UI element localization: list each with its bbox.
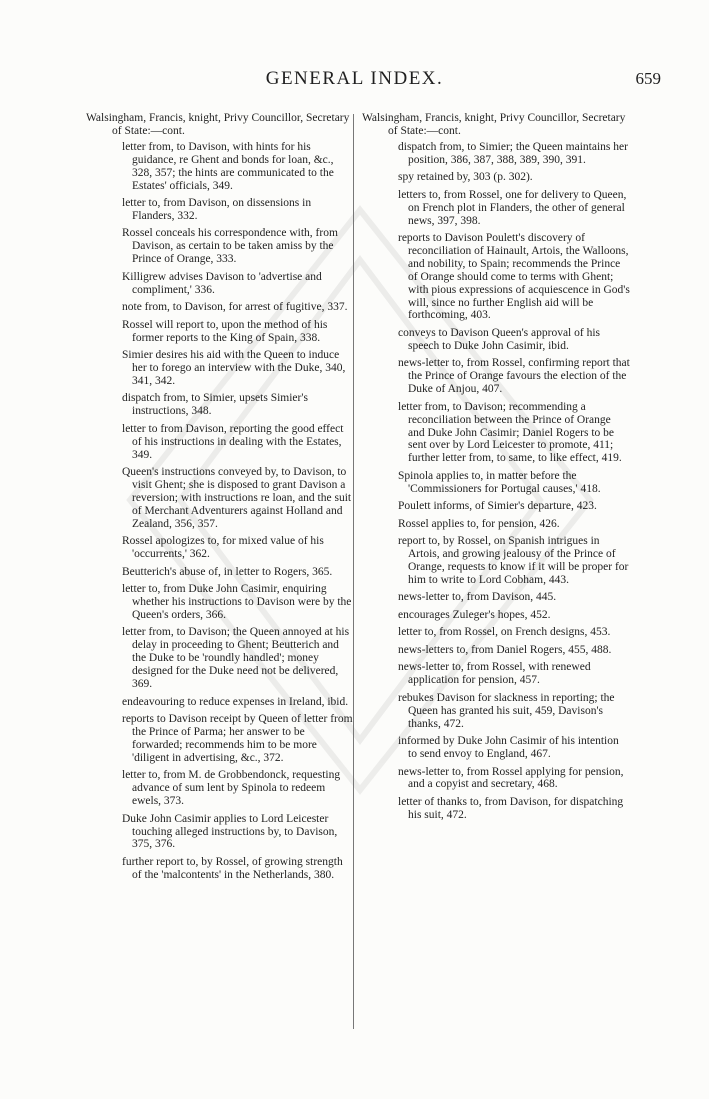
running-title: GENERAL INDEX.: [265, 68, 444, 89]
index-entry: rebukes Davison for slackness in reporting; the Queen has granted his suit, 459, Davison's thanks, 472.: [398, 691, 615, 730]
index-column-left: [86, 112, 354, 886]
index-entry: Queen's instructions conveyed by, to Davison, to visit Ghent; she is disposed to grant Davison a reversion; with instructions re loan, and the suit of Merchant Adventurers against Holland and Zealand, 356, 357.: [122, 466, 352, 530]
page-header: [0, 68, 709, 98]
index-entry: Killigrew advises Davison to 'advertise and compliment,' 336.: [122, 270, 322, 296]
index-entry: dispatch from, to Simier, upsets Simier's instructions, 348.: [122, 392, 308, 418]
index-entry: news-letter to, from Davison, 445.: [398, 591, 557, 604]
index-entry: Rossel will report to, upon the method of his former reports to the King of Spain, 338.: [122, 318, 328, 344]
index-entry: encourages Zuleger's hopes, 452.: [398, 608, 551, 621]
index-entry: Poulett informs, of Simier's departure, 423.: [398, 500, 597, 513]
index-entry: news-letter to, from Rossel, confirming report that the Prince of Orange favours the election of the Duke of Anjou, 407.: [398, 357, 630, 396]
index-entry: letter from, to Davison, with hints for his guidance, re Ghent and bonds for loan, &c., 328, 357; the hints are communicated to the Estates' officials, 349.: [122, 140, 334, 192]
index-column-right: [362, 112, 630, 826]
index-entry: conveys to Davison Queen's approval of his speech to Duke John Casimir, ibid.: [398, 326, 601, 352]
index-entry: news-letters to, from Daniel Rogers, 455, 488.: [398, 643, 612, 656]
index-entry: letter of thanks to, from Davison, for dispatching his suit, 472.: [398, 795, 624, 821]
index-entry: further report to, by Rossel, of growing strength of the 'malcontents' in the Netherlands, 380.: [122, 855, 343, 881]
index-entry: Rossel conceals his correspondence with, from Davison, as certain to be taken amiss by the Prince of Orange, 333.: [122, 227, 338, 266]
index-entry: dispatch from, to Simier; the Queen maintains her position, 386, 387, 388, 389, 390, 391.: [398, 140, 628, 166]
page-number: 659: [635, 69, 661, 88]
index-entry: letter to from Davison, reporting the good effect of his instructions in dealing with the Estates, 349.: [122, 422, 344, 461]
index-entry: endeavouring to reduce expenses in Ireland, ibid.: [122, 695, 349, 708]
index-heading: Walsingham, Francis, knight, Privy Councillor, Secretary of State:—cont.: [86, 112, 350, 137]
index-heading: Walsingham, Francis, knight, Privy Councillor, Secretary of State:—cont.: [362, 112, 626, 137]
index-entry: reports to Davison receipt by Queen of letter from the Prince of Parma; her answer to be forwarded; recommends him to be more 'diligent in advertising, &c., 372.: [122, 713, 353, 764]
index-entry: letter from, to Davison; the Queen annoyed at his delay in proceeding to Ghent; Beutterich and the Duke to be 'roundly handled'; money designed for the Duke need not be delivered, 369.: [122, 626, 350, 691]
index-entry: news-letter to, from Rossel, with renewed application for pension, 457.: [398, 661, 591, 687]
index-entry: reports to Davison Poulett's discovery of reconciliation of Hainault, Artois, the Walloons, and nobility, to Spain; recommends the Prince of Orange should come to terms with Ghent; with pious expressions of acquiescence in God's will, since no further English aid will be forthcoming, 403.: [398, 232, 630, 322]
index-entry: spy retained by, 303 (p. 302).: [398, 171, 533, 184]
index-entry: Spinola applies to, in matter before the 'Commissioners for Portugal causes,' 418.: [398, 469, 601, 495]
index-entry: letter to, from Davison, on dissensions in Flanders, 332.: [122, 197, 312, 222]
index-entry: letter to, from Rossel, on French designs, 453.: [398, 626, 611, 639]
index-entry: letter to, from Duke John Casimir, enquiring whether his instructions to Davison were by the Queen's orders, 366.: [122, 583, 352, 621]
index-entry: letter to, from M. de Grobbendonck, requesting advance of sum lent by Spinola to redeem ewels, 373.: [122, 769, 341, 808]
index-entry: news-letter to, from Rossel applying for pension, and a copyist and secretary, 468.: [398, 765, 624, 791]
index-entry: Rossel apologizes to, for mixed value of his 'occurrents,' 362.: [122, 535, 324, 561]
index-entry: letters to, from Rossel, one for delivery to Queen, on French plot in Flanders, the other of general news, 397, 398.: [398, 188, 627, 227]
index-entry: Beutterich's abuse of, in letter to Rogers, 365.: [122, 565, 333, 578]
index-entry: informed by Duke John Casimir of his intention to send envoy to England, 467.: [398, 735, 619, 761]
column-divider: [353, 114, 354, 1029]
index-entry: report to, by Rossel, on Spanish intrigues in Artois, and growing jealousy of the Prince of Orange, requests to know if it will be proper for him to write to Lord Cobham, 443.: [398, 535, 629, 586]
index-entry: note from, to Davison, for arrest of fugitive, 337.: [122, 301, 348, 314]
index-entry: Rossel applies to, for pension, 426.: [398, 517, 560, 530]
index-entry: letter from, to Davison; recommending a reconciliation between the Prince of Orange and Duke John Casimir; Daniel Rogers to be sent over by Lord Leicester to promote, 411; further letter from, to same, to like effect, 419.: [398, 400, 622, 465]
index-entry: Simier desires his aid with the Queen to induce her to forego an interview with the Duke, 340, 341, 342.: [122, 349, 346, 387]
index-entry: Duke John Casimir applies to Lord Leicester touching alleged instructions by, to Davison, 375, 376.: [122, 812, 338, 851]
